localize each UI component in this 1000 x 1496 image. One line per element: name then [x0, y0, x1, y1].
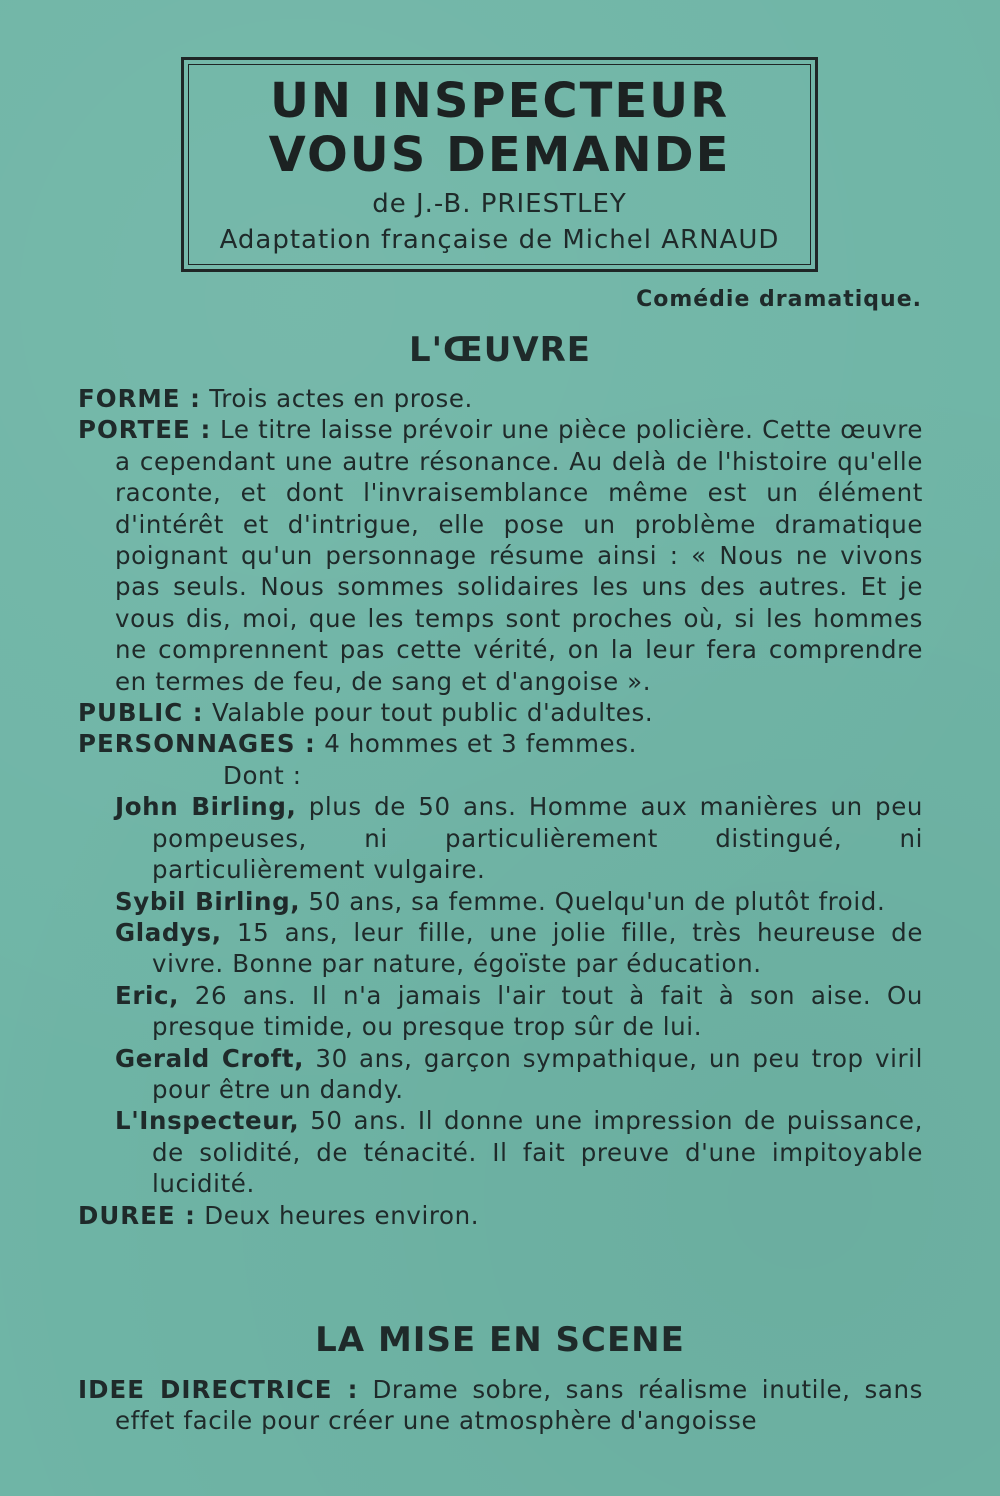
- public-text: Valable pour tout public d'adultes.: [211, 698, 654, 728]
- character-entry: [78, 791, 923, 885]
- mise-en-scene-content: [78, 1374, 923, 1437]
- title-line-1: UN INSPECTEUR: [269, 73, 730, 129]
- character-name: John Birling,: [115, 792, 297, 822]
- title-line-2: VOUS DEMANDE: [268, 127, 731, 183]
- character-entry: [78, 1043, 923, 1106]
- idee-label: IDEE DIRECTRICE :: [78, 1375, 359, 1404]
- title-box: [181, 57, 818, 272]
- personnages-text: 4 hommes et 3 femmes.: [324, 729, 637, 759]
- character-name: Gerald Croft,: [115, 1043, 305, 1073]
- character-entry: [78, 980, 923, 1043]
- character-name: Sybil Birling,: [115, 886, 301, 916]
- idee-text: Drame sobre, sans réalisme inutile, sans effet facile pour créer une atmosphère d'angoisse: [115, 1375, 923, 1436]
- forme-entry: [78, 383, 923, 414]
- public-label: PUBLIC :: [78, 698, 204, 728]
- duree-label: DUREE :: [78, 1200, 196, 1230]
- forme-label: FORME :: [78, 384, 201, 413]
- author: de J.-B. PRIESTLEY: [372, 189, 627, 219]
- character-name: Eric,: [115, 980, 180, 1010]
- character-entry: [78, 886, 923, 917]
- dont-label: Dont :: [223, 760, 302, 790]
- section-title-oeuvre: L'ŒUVRE: [408, 330, 592, 370]
- personnages-label: PERSONNAGES :: [78, 729, 316, 759]
- section-title-mise-en-scene: LA MISE EN SCENE: [315, 1320, 685, 1360]
- character-desc: 30 ans, garçon sympathique, un peu trop viril pour être un dandy.: [152, 1043, 923, 1104]
- character-name: Gladys,: [115, 917, 222, 947]
- duree-entry: [78, 1200, 923, 1231]
- duree-text: Deux heures environ.: [204, 1200, 480, 1230]
- personnages-entry: [78, 728, 923, 759]
- character-entry: [78, 1105, 923, 1199]
- portee-label: PORTEE :: [78, 415, 212, 445]
- adaptation: Adaptation française de Michel ARNAUD: [219, 225, 780, 255]
- portee-entry: [78, 414, 923, 697]
- character-entry: [78, 917, 923, 980]
- character-name: L'Inspecteur,: [115, 1106, 300, 1136]
- idee-entry: [78, 1374, 923, 1437]
- character-desc: 50 ans, sa femme. Quelqu'un de plutôt froid.: [308, 886, 886, 916]
- character-desc: 50 ans. Il donne une impression de puissance, de solidité, de ténacité. Il fait preuve d'une impitoyable lucidité.: [152, 1106, 923, 1199]
- character-desc: 15 ans, leur fille, une jolie fille, très heureuse de vivre. Bonne par nature, égoïste par éducation.: [152, 917, 923, 979]
- oeuvre-content: [78, 383, 923, 1231]
- forme-text: Trois actes en prose.: [209, 384, 473, 413]
- genre: Comédie dramatique.: [636, 287, 922, 312]
- character-desc: 26 ans. Il n'a jamais l'air tout à fait à son aise. Ou presque timide, ou presque trop sûr de lui.: [152, 980, 923, 1042]
- portee-text: Le titre laisse prévoir une pièce policière. Cette œuvre a cependant une autre résonance. Au delà de l'histoire qu'elle raconte, et dont l'invraisemblance même est un élément d'intérêt et d'intrigue, elle pose un problème dramatique poignant qu'un personnage résume ainsi : « Nous ne vivons pas seuls. Nous sommes solidaires les uns des autres. Et je vous dis, moi, que les temps sont proches où, si les hommes ne comprennent pas cette vérité, on la leur fera comprendre en termes de feu, de sang et d'angoise ».: [115, 415, 923, 696]
- public-entry: [78, 697, 923, 728]
- character-desc: plus de 50 ans. Homme aux manières un peu pompeuses, ni particulièrement distingué, ni particulièrement vulgaire.: [152, 792, 924, 885]
